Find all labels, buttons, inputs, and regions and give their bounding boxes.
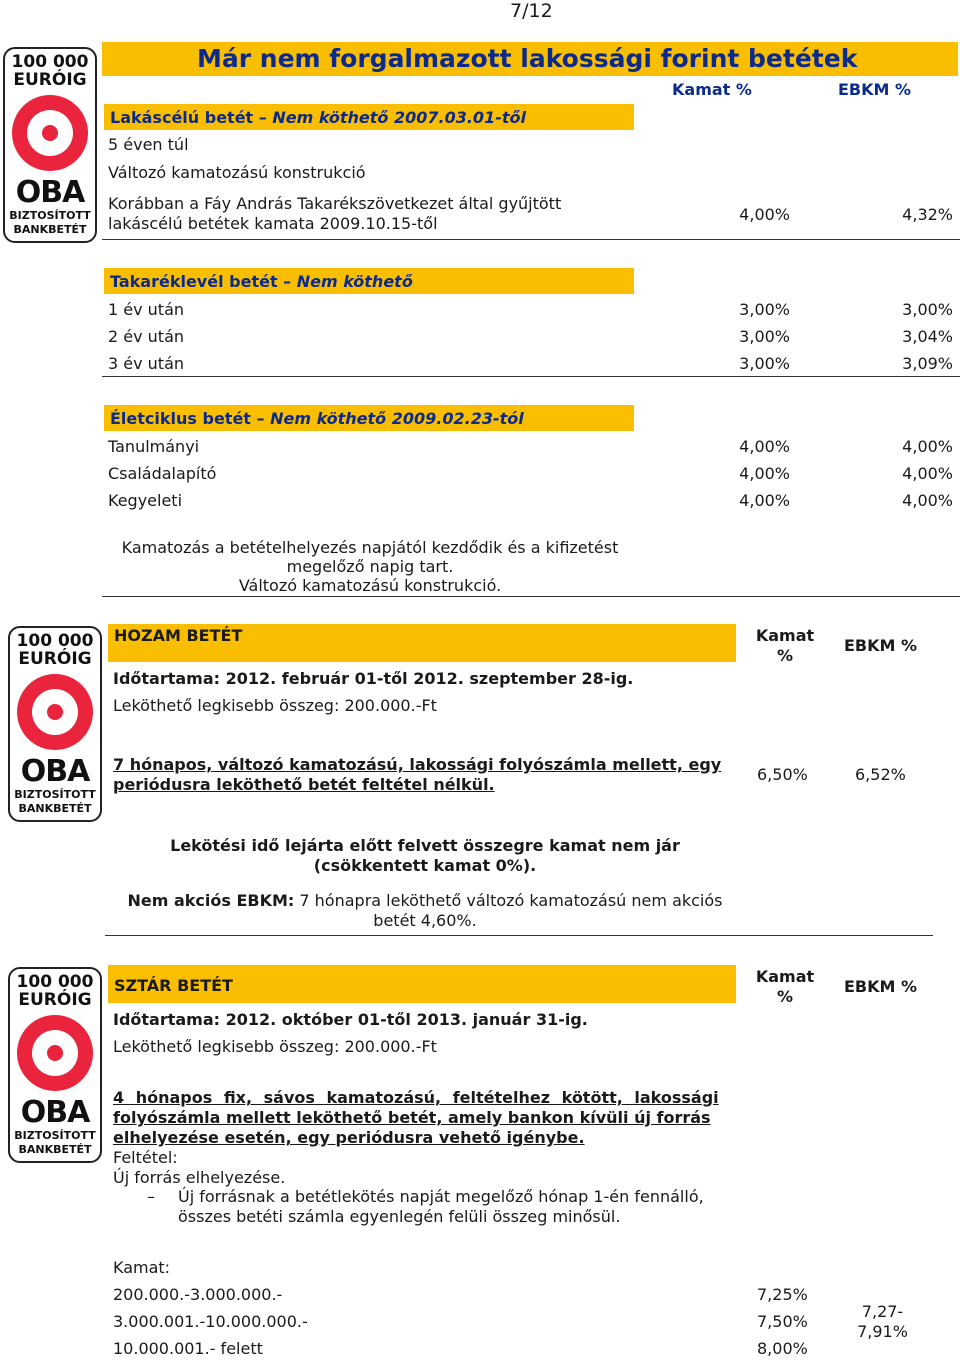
lakascelu-heading-name: Lakáscélú betét –: [110, 108, 273, 127]
badge-deposit: BANKBETÉT: [13, 223, 87, 236]
sztar-tier-kamat: 8,00%: [757, 1339, 808, 1358]
divider: [102, 239, 960, 240]
sztar-condition-bullet: összes betéti számla egyenlegén felüli összeg minősül.: [178, 1207, 621, 1226]
hozam-note: betét 4,60%.: [373, 911, 477, 930]
hozam-kamat-header-unit: %: [776, 646, 794, 665]
badge-amount: 100 000: [16, 972, 94, 992]
lakascelu-line2: Változó kamatozású konstrukció: [108, 163, 366, 182]
takareklevel-row-kamat: 3,00%: [739, 327, 790, 346]
sztar-min-amount: Leköthető legkisebb összeg: 200.000.-Ft: [113, 1037, 437, 1056]
lakascelu-line4: lakáscélú betétek kamata 2009.10.15-től: [108, 214, 438, 233]
sztar-condition-bullet: Új forrásnak a betétlekötés napját megelőző hónap 1-én fennálló,: [178, 1187, 704, 1206]
sztar-kamat-header-unit: %: [776, 987, 794, 1006]
badge-euro: EURÓIG: [18, 649, 92, 669]
eletciklus-heading: [110, 409, 524, 428]
eletciklus-row-kamat: 4,00%: [739, 491, 790, 510]
badge-insured: BIZTOSÍTOTT: [9, 209, 91, 222]
hozam-ebkm: 6,52%: [855, 765, 906, 784]
divider: [102, 596, 960, 597]
sztar-tier-kamat: 7,25%: [757, 1285, 808, 1304]
eletciklus-row-ebkm: 4,00%: [902, 491, 953, 510]
sztar-ebkm: 7,27-: [861, 1302, 904, 1321]
page-number: 7/12: [510, 0, 553, 22]
badge-amount: 100 000: [16, 631, 94, 651]
sztar-ebkm: 7,91%: [857, 1322, 908, 1341]
eletciklus-heading-note: Nem köthető 2009.02.23-tól: [270, 409, 524, 428]
eletciklus-note: megelőző napig tart.: [286, 557, 454, 576]
takareklevel-heading-note: Nem köthető: [296, 272, 413, 291]
sztar-condition-label: Feltétel:: [113, 1148, 178, 1167]
takareklevel-row-kamat: 3,00%: [739, 300, 790, 319]
oba-badge: [8, 626, 102, 822]
badge-euro: EURÓIG: [18, 990, 92, 1010]
sztar-description: 4 hónapos fix, sávos kamatozású, feltételhez kötött, lakossági: [113, 1088, 719, 1107]
badge-deposit: BANKBETÉT: [18, 1143, 92, 1156]
lakascelu-kamat: 4,00%: [739, 205, 790, 224]
hozam-period: Időtartama: 2012. február 01-től 2012. szeptember 28-ig.: [113, 669, 634, 688]
hozam-min-amount: Leköthető legkisebb összeg: 200.000.-Ft: [113, 696, 437, 715]
eletciklus-note: Kamatozás a betételhelyezés napjától kezdődik és a kifizetést: [121, 538, 619, 557]
sztar-description: elhelyezése esetén, egy periódusra vehető igénybe.: [113, 1128, 585, 1147]
eletciklus-row-ebkm: 4,00%: [902, 437, 953, 456]
badge-amount: 100 000: [11, 52, 89, 72]
sztar-tier-range: 3.000.001.-10.000.000.-: [113, 1312, 308, 1331]
sztar-kamat-header: Kamat: [755, 967, 815, 986]
lakascelu-heading-note: Nem köthető 2007.03.01-től: [272, 108, 526, 127]
divider: [105, 935, 933, 936]
page-title: Már nem forgalmazott lakossági forint betétek: [102, 42, 958, 76]
oba-badge: [8, 967, 102, 1163]
takareklevel-row-label: 1 év után: [108, 300, 185, 319]
takareklevel-row-label: 2 év után: [108, 327, 185, 346]
lakascelu-line1: 5 éven túl: [108, 135, 189, 154]
oba-ring-icon: [17, 1015, 93, 1091]
hozam-kamat-header: Kamat: [755, 626, 815, 645]
oba-badge: [3, 47, 97, 243]
oba-ring-icon: [17, 674, 93, 750]
eletciklus-row-label: Családalapító: [108, 464, 217, 483]
sztar-kamat-label: Kamat:: [113, 1258, 171, 1277]
hozam-note-text: 7 hónapra leköthető változó kamatozású nem akciós: [294, 891, 723, 910]
eletciklus-row-label: Kegyeleti: [108, 491, 183, 510]
hozam-description: 7 hónapos, változó kamatozású, lakossági folyószámla mellett, egy: [113, 755, 722, 774]
sztar-tier-range: 200.000.-3.000.000.-: [113, 1285, 283, 1304]
eletciklus-row-ebkm: 4,00%: [902, 464, 953, 483]
takareklevel-row-ebkm: 3,00%: [902, 300, 953, 319]
badge-oba: OBA: [15, 175, 85, 210]
badge-insured: BIZTOSÍTOTT: [14, 788, 96, 801]
takareklevel-row-ebkm: 3,04%: [902, 327, 953, 346]
badge-insured: BIZTOSÍTOTT: [14, 1129, 96, 1142]
header-kamat: Kamat %: [672, 80, 752, 99]
takareklevel-row-kamat: 3,00%: [739, 354, 790, 373]
lakascelu-heading: [110, 108, 526, 127]
eletciklus-row-kamat: 4,00%: [739, 437, 790, 456]
badge-oba: OBA: [20, 754, 90, 789]
header-ebkm: EBKM %: [838, 80, 912, 99]
eletciklus-row-kamat: 4,00%: [739, 464, 790, 483]
sztar-condition-text: Új forrás elhelyezése.: [113, 1168, 286, 1187]
hozam-note: Lekötési idő lejárta előtt felvett összegre kamat nem jár: [170, 836, 680, 855]
eletciklus-heading-name: Életciklus betét –: [110, 409, 271, 428]
lakascelu-line3: Korábban a Fáy András Takarékszövetkezet által gyűjtött: [108, 194, 562, 213]
takareklevel-row-label: 3 év után: [108, 354, 185, 373]
sztar-tier-range: 10.000.001.- felett: [113, 1339, 263, 1358]
bullet-dash-icon: –: [147, 1187, 155, 1206]
sztar-tier-kamat: 7,50%: [757, 1312, 808, 1331]
lakascelu-ebkm: 4,32%: [902, 205, 953, 224]
hozam-note-label: Nem akciós EBKM:: [127, 891, 295, 910]
takareklevel-heading: [110, 272, 413, 291]
badge-oba: OBA: [20, 1095, 90, 1130]
takareklevel-row-ebkm: 3,09%: [902, 354, 953, 373]
sztar-title: SZTÁR BETÉT: [114, 976, 233, 995]
sztar-period: Időtartama: 2012. október 01-től 2013. január 31-ig.: [113, 1010, 588, 1029]
hozam-note: [105, 891, 745, 910]
badge-euro: EURÓIG: [13, 70, 87, 90]
hozam-kamat: 6,50%: [757, 765, 808, 784]
badge-deposit: BANKBETÉT: [18, 802, 92, 815]
eletciklus-note: Változó kamatozású konstrukció.: [238, 576, 502, 595]
eletciklus-row-label: Tanulmányi: [108, 437, 200, 456]
oba-ring-icon: [12, 95, 88, 171]
sztar-ebkm-header: EBKM %: [844, 977, 918, 996]
hozam-ebkm-header: EBKM %: [844, 636, 918, 655]
sztar-description: folyószámla mellett leköthető betét, amely bankon kívüli új forrás: [113, 1108, 711, 1127]
hozam-title: HOZAM BETÉT: [114, 626, 243, 645]
divider: [102, 376, 960, 377]
hozam-description: periódusra leköthető betét feltétel nélkül.: [113, 775, 495, 794]
takareklevel-heading-name: Takaréklevél betét –: [110, 272, 297, 291]
hozam-note: (csökkentett kamat 0%).: [313, 856, 537, 875]
